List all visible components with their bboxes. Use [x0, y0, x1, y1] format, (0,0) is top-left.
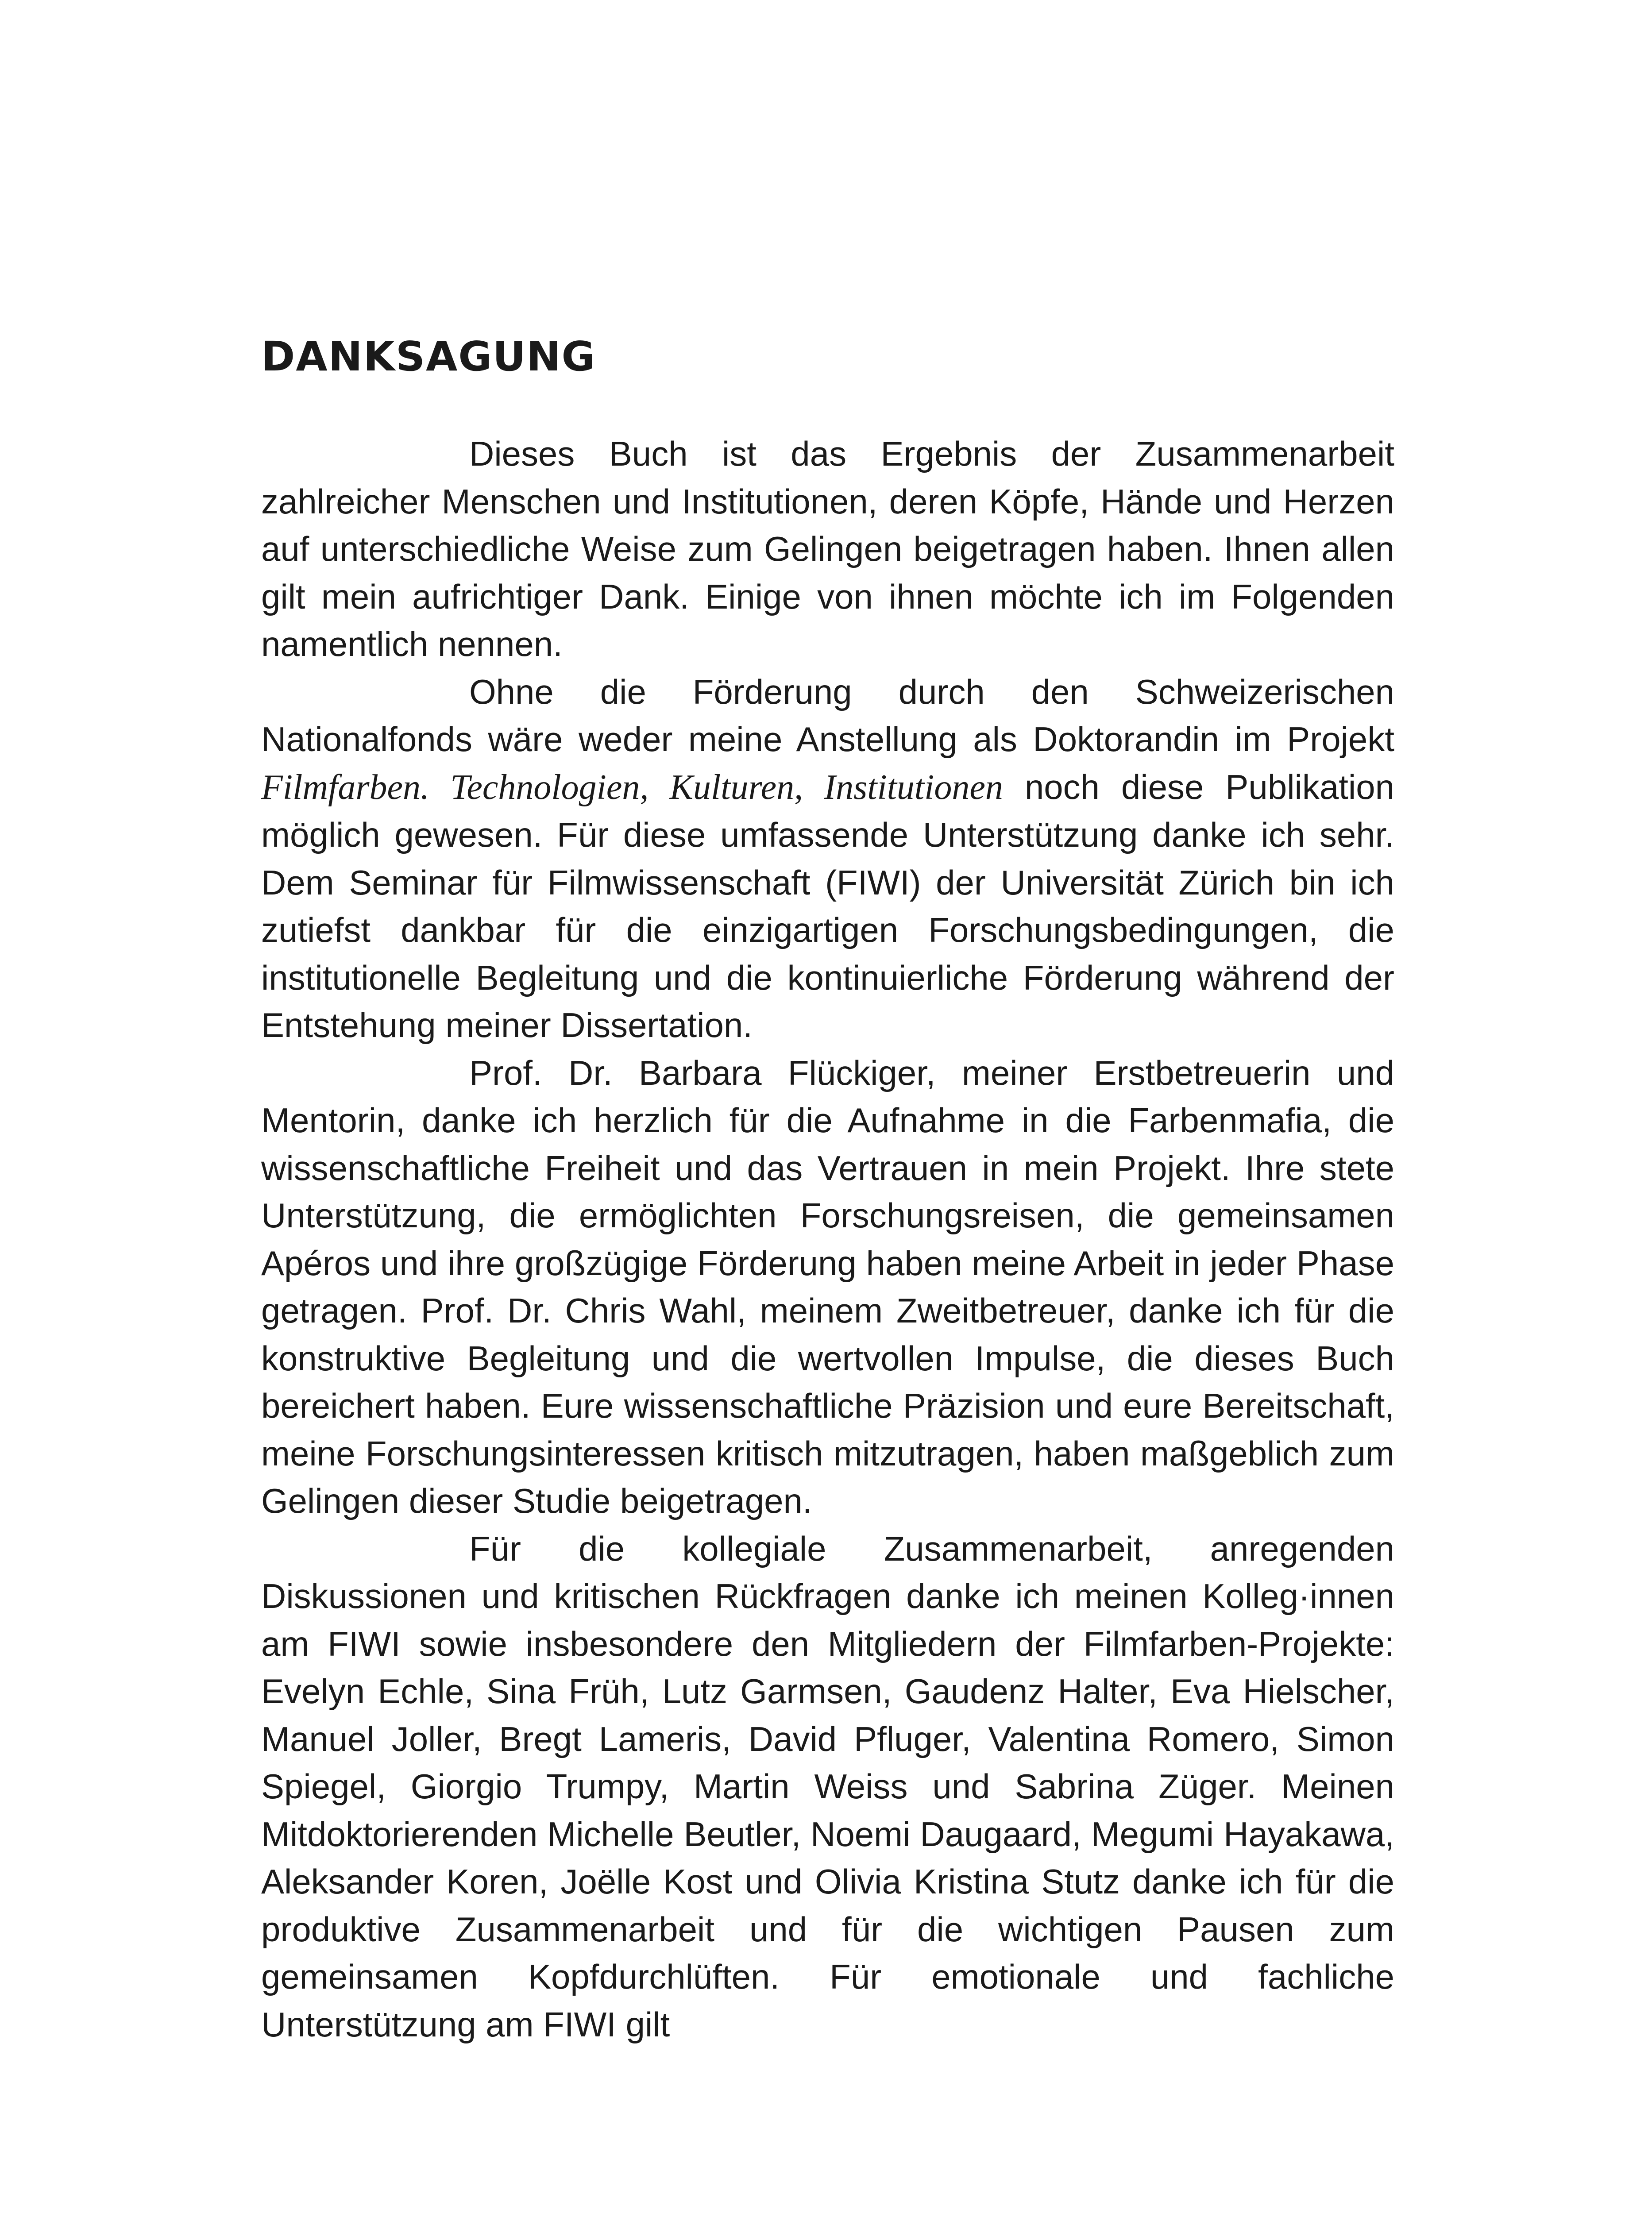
- paragraph-funding-text-start: Ohne die Förderung durch den Schweizerischen Nationalfonds wäre weder meine Anstellung als Doktorandin im Projekt: [261, 672, 1394, 759]
- paragraph-funding: [261, 668, 1394, 1049]
- paragraph-funding-text-end: noch diese Publikation möglich gewesen. Für diese umfassende Unterstützung danke ich sehr. Dem Seminar für Filmwissenschaft (FIWI) der Universität Zürich bin ich zutiefst dankbar für die einzigartigen Forschungsbedingungen, die institutionelle Begleitung und die kontinuierliche Förderung während der Entstehung meiner Dissertation.: [261, 767, 1394, 1045]
- page-heading: DANKSAGUNG: [261, 333, 596, 380]
- paragraph-supervisors: Prof. Dr. Barbara Flückiger, meiner Erstbetreuerin und Mentorin, danke ich herzlich für die Aufnahme in die Farbenmafia, die wissenschaftliche Freiheit und das Vertrauen in mein Projekt. Ihre stete Unterstützung, die ermöglichten Forschungsreisen, die gemeinsamen Apéros und ihre großzügige Förderung haben meine Arbeit in jeder Phase getragen. Prof. Dr. Chris Wahl, meinem Zweitbetreuer, danke ich für die konstruktive Begleitung und die wertvollen Impulse, die dieses Buch bereichert haben. Eure wissenschaftliche Präzision und eure Bereitschaft, meine Forschungsinteressen kritisch mitzutragen, haben maßgeblich zum Gelingen dieser Studie beigetragen.: [261, 1053, 1394, 1520]
- page-body: [261, 333, 1394, 2048]
- paragraph-introduction: Dieses Buch ist das Ergebnis der Zusammenarbeit zahlreicher Menschen und Institutionen, deren Köpfe, Hände und Herzen auf unterschiedliche Weise zum Gelingen beigetragen haben. Ihnen allen gilt mein aufrichtiger Dank. Einige von ihnen möchte ich im Folgenden namentlich nennen.: [261, 434, 1394, 663]
- paragraph-colleagues: Für die kollegiale Zusammenarbeit, anregenden Diskussionen und kritischen Rückfragen danke ich meinen Kolleg·innen am FIWI sowie insbesondere den Mitgliedern der Filmfarben-Projekte: Evelyn Echle, Sina Früh, Lutz Garmsen, Gaudenz Halter, Eva Hielscher, Manuel Joller, Bregt Lameris, David Pfluger, Valentina Romero, Simon Spiegel, Giorgio Trumpy, Martin Weiss und Sabrina Züger. Meinen Mitdoktorierenden Michelle Beutler, Noemi Daugaard, Megumi Hayakawa, Aleksander Koren, Joëlle Kost und Olivia Kristina Stutz danke ich für die produktive Zusammenarbeit und für die wichtigen Pausen zum gemeinsamen Kopfdurchlüften. Für emotionale und fachliche Unterstützung am FIWI gilt: [261, 1529, 1394, 2044]
- project-title: Filmfarben. Technologien, Kulturen, Institutionen: [261, 767, 1003, 807]
